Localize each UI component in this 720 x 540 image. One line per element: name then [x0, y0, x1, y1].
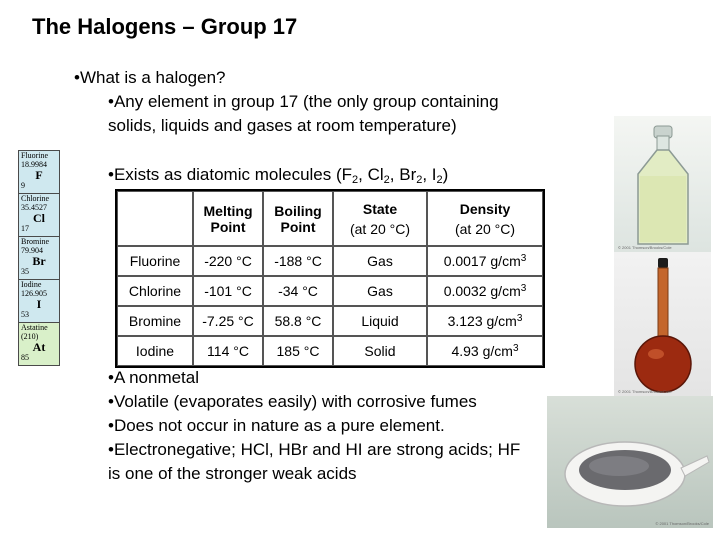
header-state: State (at 20 °C)	[333, 191, 427, 246]
element-symbol: F	[35, 168, 43, 182]
cell-element: Fluorine	[117, 246, 193, 276]
bullet-electronegative: •Electronegative; HCl, HBr and HI are strong acids; HF is one of the stronger weak acids	[108, 440, 521, 483]
bottle-illustration	[614, 116, 711, 252]
table-header-row	[117, 191, 543, 246]
element-number: 85	[21, 353, 29, 362]
element-mass: 18.9984	[21, 160, 47, 169]
cell-boiling: -188 °C	[263, 246, 333, 276]
cell-melting: -101 °C	[193, 276, 263, 306]
element-number: 17	[21, 224, 29, 233]
header-boiling: Boiling Point	[263, 191, 333, 246]
cell-boiling: 58.8 °C	[263, 306, 333, 336]
header-empty	[117, 191, 193, 246]
cell-state: Gas	[333, 276, 427, 306]
halogen-properties-table	[115, 189, 545, 368]
periodic-table-group17	[18, 150, 60, 366]
table-row	[117, 246, 543, 276]
header-density: Density (at 20 °C)	[427, 191, 543, 246]
cell-melting: -220 °C	[193, 246, 263, 276]
lower-bullets	[108, 366, 528, 486]
bullet-nonmetal: •A nonmetal	[108, 368, 200, 387]
cell-density: 0.0032 $g/cm^3$	[427, 276, 543, 306]
cell-state: Liquid	[333, 306, 427, 336]
element-mass: (210)	[21, 332, 39, 341]
element-cell-astatine	[19, 323, 59, 365]
photo-credit: © 2001 Thomson/Brooks/Cole	[618, 389, 672, 394]
table-row	[117, 336, 543, 366]
element-mass: 35.4527	[21, 203, 47, 212]
header-melting: Melting Point	[193, 191, 263, 246]
cell-density: 0.0017 $g/cm^3$	[427, 246, 543, 276]
cell-density: 4.93 $g/cm^3$	[427, 336, 543, 366]
element-mass: 126.905	[21, 289, 47, 298]
cell-melting: -7.25 °C	[193, 306, 263, 336]
iodine-dish-photo	[547, 396, 713, 528]
slide-title: The Halogens – Group 17	[32, 14, 298, 39]
bullet-group17: •Any element in group 17 (the only group containing solids, liquids and gases at room temperature)	[108, 92, 499, 135]
cell-density: 3.123 $g/cm^3$	[427, 306, 543, 336]
cell-melting: 114 °C	[193, 336, 263, 366]
element-cell-bromine	[19, 237, 59, 280]
element-symbol: At	[32, 340, 46, 354]
cell-state: Gas	[333, 246, 427, 276]
bullet-diatomic: •Exists as diatomic molecules ($F_2$, $Cl_2$, $Br_2$, $I_2$)	[108, 165, 449, 186]
photo-credit: © 2001 Thomson/Brooks/Cole	[655, 521, 709, 526]
table-row	[117, 306, 543, 336]
element-symbol: Cl	[33, 211, 45, 225]
flask-illustration	[614, 252, 711, 396]
element-symbol: I	[36, 297, 42, 311]
chlorine-bottle-photo	[614, 116, 711, 252]
element-number: 53	[21, 310, 29, 319]
cell-boiling: 185 °C	[263, 336, 333, 366]
cell-element: Bromine	[117, 306, 193, 336]
cell-state: Solid	[333, 336, 427, 366]
element-cell-fluorine	[19, 151, 59, 194]
element-cell-iodine	[19, 280, 59, 323]
element-number: 35	[21, 267, 29, 276]
element-cell-chlorine	[19, 194, 59, 237]
element-name: Bromine	[21, 237, 49, 246]
element-symbol: Br	[32, 254, 46, 268]
element-name: Iodine	[21, 280, 42, 289]
element-name: Fluorine	[21, 151, 49, 160]
table-row	[117, 276, 543, 306]
dish-illustration	[547, 396, 713, 528]
bromine-flask-photo	[614, 252, 711, 396]
bullet-volatile: •Volatile (evaporates easily) with corrosive fumes	[108, 392, 477, 411]
element-number: 9	[21, 181, 25, 190]
cell-boiling: -34 °C	[263, 276, 333, 306]
bullet-not-pure: •Does not occur in nature as a pure element.	[108, 416, 445, 435]
cell-element: Chlorine	[117, 276, 193, 306]
cell-element: Iodine	[117, 336, 193, 366]
bullet-question: •What is a halogen?	[74, 68, 226, 87]
element-mass: 79.904	[21, 246, 43, 255]
element-name: Astatine	[21, 323, 48, 332]
element-name: Chlorine	[21, 194, 49, 203]
photo-credit: © 2001 Thomson/Brooks/Cole	[618, 245, 672, 250]
